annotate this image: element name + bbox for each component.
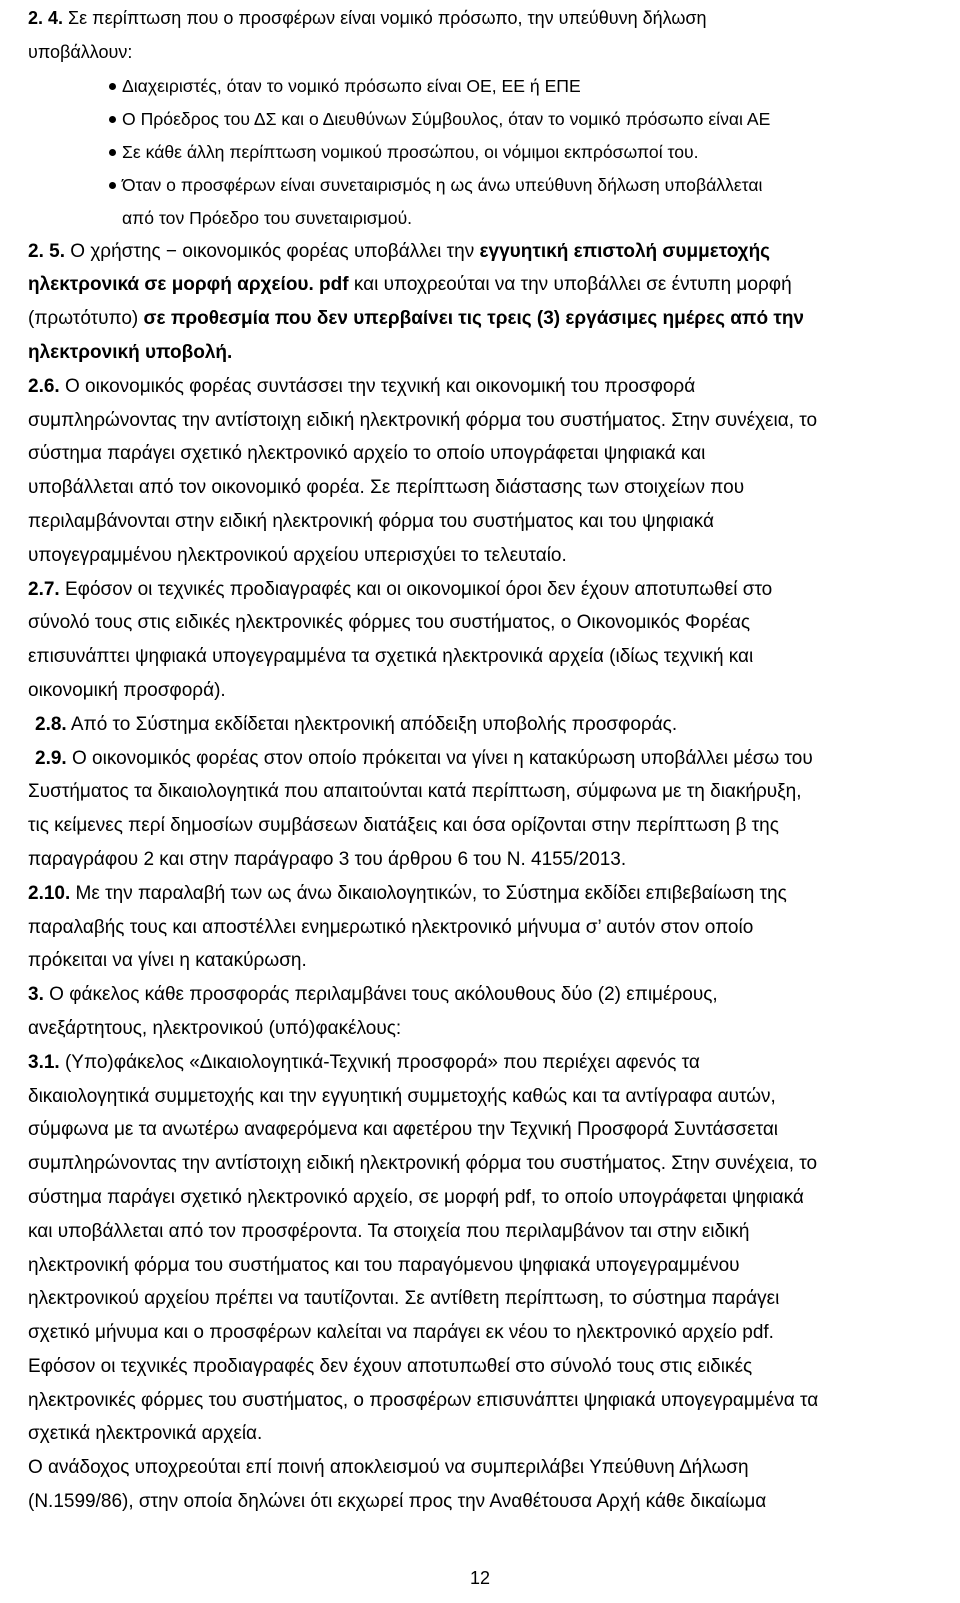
list-item-text: από τον Πρόεδρο του συνεταιρισμού. (122, 207, 413, 228)
para-2-8 (28, 708, 938, 742)
bullet-icon (109, 83, 116, 90)
para-2-6-line: περιλαμβάνονται στην ειδική ηλεκτρονική φόρμα του συστήματος και του ψηφιακά (28, 510, 714, 532)
para-text: Εφόσον οι τεχνικές προδιαγραφές και οι οικονομικοί όροι δεν έχουν αποτυπωθεί στο (59, 578, 773, 600)
list-item (28, 70, 938, 103)
para-2-9-line: παραγράφου 2 και στην παράγραφο 3 του άρθρου 6 του Ν. 4155/2013. (28, 848, 627, 870)
para-3-1-line: δικαιολογητικά συμμετοχής και την εγγυητική συμμετοχής καθώς και τα αντίγραφα αυτών, (28, 1085, 776, 1107)
para-2-5-line-1 (28, 235, 938, 269)
para-3-1-line: Εφόσον οι τεχνικές προδιαγραφές δεν έχουν αποτυπωθεί στο σύνολό τους στις ειδικές (28, 1355, 753, 1377)
para-text: Με την παραλαβή των ως άνω δικαιολογητικών, το Σύστημα εκδίδει επιβεβαίωση της (70, 882, 787, 904)
para-3-1-line-1 (28, 1046, 938, 1080)
bullet-icon (109, 149, 116, 156)
para-2-10-line: παραλαβής τους και αποστέλλει ενημερωτικό ηλεκτρονικό μήνυμα σ’ αυτόν στον οποίο (28, 916, 754, 938)
page-body (28, 2, 938, 1519)
bullet-icon (109, 182, 116, 189)
para-2-4-line-2: υποβάλλουν: (28, 41, 133, 62)
list-item (28, 169, 938, 202)
para-2-10-line: πρόκειται να γίνει η κατακύρωση. (28, 950, 307, 972)
para-text: Από το Σύστημα εκδίδεται ηλεκτρονική απόδειξη υποβολής προσφοράς. (66, 713, 678, 735)
section-number: 2. 4. (28, 8, 64, 28)
bullet-list (28, 70, 938, 235)
section-number: 2.10. (28, 882, 71, 904)
para-2-6-line: υπογεγραμμένου ηλεκτρονικού αρχείου υπερισχύει το τελευταίο. (28, 544, 567, 566)
section-number: 2.6. (28, 375, 60, 397)
para-3-1-line: σχετικό μήνυμα και ο προσφέρων καλείται να παράγει εκ νέου το ηλεκτρονικό αρχείο pdf. (28, 1322, 774, 1344)
para-text: Ο οικονομικός φορέας στον οποίο πρόκειται να γίνει η κατακύρωση υποβάλλει μέσω του (66, 747, 813, 769)
section-number: 2.8. (35, 713, 67, 735)
para-2-6-line: σύστημα παράγει σχετικό ηλεκτρονικό αρχείο το οποίο υπογράφεται ψηφιακά και (28, 443, 706, 465)
para-2-5-line-2 (28, 268, 938, 302)
list-item (28, 136, 938, 169)
para-2-7-line: επισυνάπτει ψηφιακά υπογεγραμμένα τα σχετικά ηλεκτρονικά αρχεία (ιδίως τεχνική και (28, 646, 754, 668)
para-2-10-line-1 (28, 877, 938, 911)
para-text: Ο χρήστης − οικονομικός φορέας υποβάλλει την (64, 240, 480, 262)
para-text: Σε περίπτωση που ο προσφέρων είναι νομικό πρόσωπο, την υπεύθυνη δήλωση (63, 8, 707, 28)
para-2-6-line: υποβάλλεται από τον οικονομικό φορέα. Σε περίπτωση διάστασης των στοιχείων που (28, 477, 745, 499)
section-number: 2.9. (35, 747, 67, 769)
para-text: Ο φάκελος κάθε προσφοράς περιλαμβάνει τους ακόλουθους δύο (2) επιμέρους, (43, 984, 718, 1006)
para-3-1-line: συμπληρώνοντας την αντίστοιχη ειδική ηλεκτρονική φόρμα του συστήματος. Στην συνέχεια, το (28, 1153, 818, 1175)
list-item-continuation (28, 202, 938, 235)
para-text: (Υπο)φάκελος «Δικαιολογητικά-Τεχνική προσφορά» που περιέχει αφενός τα (59, 1051, 700, 1073)
section-number: 2.7. (28, 578, 60, 600)
para-text-bold: ηλεκτρονικά σε μορφή αρχείου. pdf (28, 274, 349, 296)
list-item (28, 103, 938, 136)
para-2-5-line-4: ηλεκτρονική υποβολή. (28, 341, 233, 363)
para-2-6-line: συμπληρώνοντας την αντίστοιχη ειδική ηλεκτρονική φόρμα του συστήματος. Στην συνέχεια, το (28, 409, 818, 431)
para-2-7-line: οικονομική προσφορά). (28, 679, 226, 701)
para-3-1-line: ηλεκτρονικού αρχείου πρέπει να ταυτίζονται. Σε αντίθετη περίπτωση, το σύστημα παράγει (28, 1288, 780, 1310)
para-2-9-line: τις κείμενες περί δημοσίων συμβάσεων διατάξεις και όσα ορίζονται στην περίπτωση β της (28, 815, 779, 837)
para-2-4-line-1 (28, 2, 938, 36)
para-text-bold: εγγυητική επιστολή συμμετοχής (479, 240, 771, 262)
para-text: Ο οικονομικός φορέας συντάσσει την τεχνική και οικονομική του προσφορά (59, 375, 696, 397)
para-3-1-line: σύμφωνα με τα ανωτέρω αναφερόμενα και αφετέρου την Τεχνική Προσφορά Συντάσσεται (28, 1119, 779, 1141)
para-3-1-line: σχετικά ηλεκτρονικά αρχεία. (28, 1423, 263, 1445)
para-3-1-line: (Ν.1599/86), στην οποία δηλώνει ότι εκχωρεί προς την Αναθέτουσα Αρχή κάθε δικαίωμα (28, 1491, 767, 1513)
para-3-1-line: Ο ανάδοχος υποχρεούται επί ποινή αποκλεισμού να συμπεριλάβει Υπεύθυνη Δήλωση (28, 1457, 749, 1479)
para-2-7-line: σύνολό τους στις ειδικές ηλεκτρονικές φόρμες του συστήματος, ο Οικονομικός Φορέας (28, 612, 751, 634)
list-item-text: Όταν ο προσφέρων είναι συνεταιρισμός η ως άνω υπεύθυνη δήλωση υποβάλλεται (122, 174, 763, 195)
section-number: 3. (28, 984, 44, 1006)
section-number: 3.1. (28, 1051, 60, 1073)
list-item-text: Σε κάθε άλλη περίπτωση νομικού προσώπου, οι νόμιμοι εκπρόσωποί του. (122, 141, 699, 162)
para-2-7-line-1 (28, 573, 938, 607)
para-3-1-line: σύστημα παράγει σχετικό ηλεκτρονικό αρχείο, σε μορφή pdf, το οποίο υπογράφεται ψηφιακά (28, 1186, 804, 1208)
para-2-9-line-1 (28, 742, 938, 776)
para-text-bold: σε προθεσμία που δεν υπερβαίνει τις τρεις (3) εργάσιμες ημέρες από την (143, 308, 805, 330)
para-2-5-line-3 (28, 302, 938, 336)
para-3-line: ανεξάρτητους, ηλεκτρονικού (υπό)φακέλους: (28, 1017, 402, 1039)
para-text: και υποχρεούται να την υποβάλλει σε έντυπη μορφή (348, 274, 792, 296)
bullet-icon (109, 116, 116, 123)
para-2-6-line-1 (28, 370, 938, 404)
list-item-text: Διαχειριστές, όταν το νομικό πρόσωπο είναι ΟΕ, ΕΕ ή ΕΠΕ (122, 75, 581, 96)
para-3-1-line: και υποβάλλεται από τον προσφέροντα. Τα στοιχεία που περιλαμβάνον ται στην ειδική (28, 1220, 750, 1242)
para-text: (πρωτότυπο) (28, 308, 144, 330)
para-3-line-1 (28, 978, 938, 1012)
list-item-text: Ο Πρόεδρος του ΔΣ και ο Διευθύνων Σύμβουλος, όταν το νομικό πρόσωπο είναι ΑΕ (122, 108, 771, 129)
para-2-9-line: Συστήματος τα δικαιολογητικά που απαιτούνται κατά περίπτωση, σύμφωνα με τη διακήρυξη, (28, 781, 802, 803)
para-3-1-line: ηλεκτρονική φόρμα του συστήματος και του παραγόμενου ψηφιακά υπογεγραμμένου (28, 1254, 740, 1276)
page-number: 12 (469, 1568, 491, 1588)
section-number: 2. 5. (28, 240, 65, 262)
para-3-1-line: ηλεκτρονικές φόρμες του συστήματος, ο προσφέρων επισυνάπτει ψηφιακά υπογεγραμμένα τα (28, 1389, 819, 1411)
